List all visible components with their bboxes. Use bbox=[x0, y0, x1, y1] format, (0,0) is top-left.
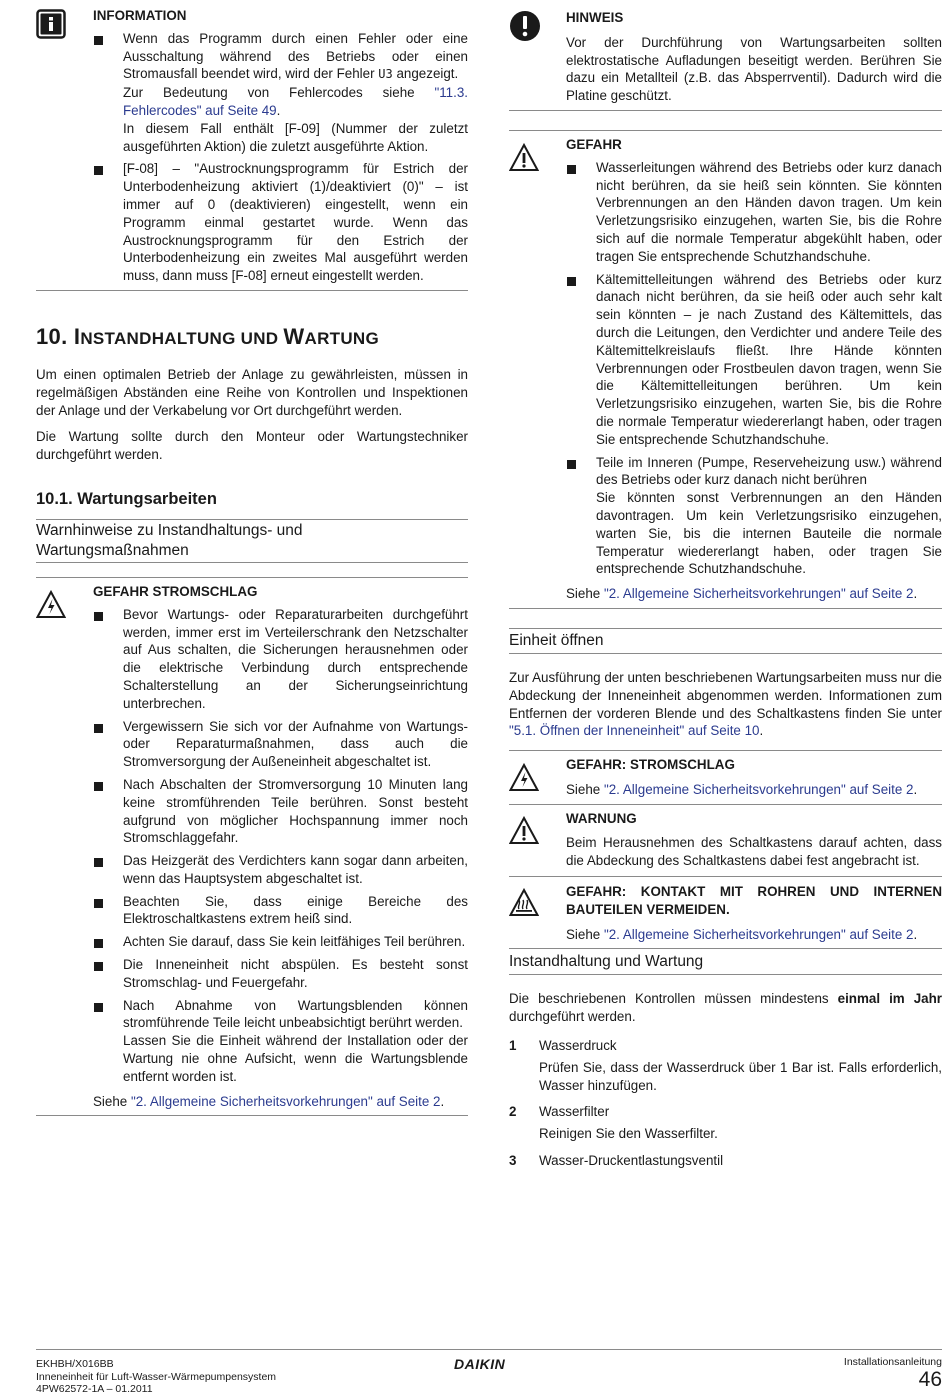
section-number: 10. bbox=[36, 323, 68, 349]
item-number: 2 bbox=[509, 1104, 517, 1120]
title-part: I bbox=[73, 323, 81, 349]
open-unit-link[interactable]: "5.1. Öffnen der Inneneinheit" auf Seite 10 bbox=[509, 723, 760, 739]
list-item: Nach Abschalten der Stromversorgung 10 Minuten lang keine stromführenden Teile berühren. Sonst besteht aufgrund von möglicher Hochspannung immer noch Stromschlaggefahr. bbox=[93, 776, 468, 847]
exclamation-icon bbox=[509, 10, 539, 40]
emphasis-text: einmal im Jahr bbox=[837, 991, 942, 1007]
danger-box bbox=[509, 136, 942, 603]
subsubsection-heading: Warnhinweise zu Instandhaltungs- und Wartungsmaßnahmen bbox=[36, 521, 303, 559]
info-paragraph: In diesem Fall enthält [F-09] (Nummer der zuletzt ausgeführten Aktion) die zuletzt ausgeführte Aktion. bbox=[123, 120, 468, 154]
open-unit-text bbox=[509, 669, 942, 740]
list-item bbox=[566, 454, 942, 579]
see-reference bbox=[566, 585, 942, 603]
warning-triangle-icon bbox=[509, 816, 539, 846]
divider bbox=[509, 876, 942, 877]
left-column bbox=[36, 0, 468, 1116]
list-item bbox=[509, 1152, 942, 1170]
divider bbox=[36, 577, 468, 578]
warning-content bbox=[566, 810, 942, 870]
footer-right bbox=[844, 1356, 942, 1391]
electric-shock-warning-icon bbox=[509, 763, 539, 793]
info-text: . bbox=[276, 102, 281, 118]
body-text: Zur Ausführung der unten beschriebenen Wartungsarbeiten muss nur die Abdeckung der Inneneinheit abgenommen werden. Informationen zum Entfernen der vorderen Blende und des Schaltkastens finden Sie unter bbox=[509, 669, 942, 721]
info-text: Wenn das Programm durch einen Fehler oder eine Ausschaltung während des Betriebs oder einen Stromausfall beendet wird, wird der Fehler bbox=[123, 30, 468, 82]
item-number: 1 bbox=[509, 1038, 517, 1054]
maintenance-heading: Instandhaltung und Wartung bbox=[509, 953, 704, 971]
see-reference bbox=[566, 781, 942, 799]
danger-title: GEFAHR bbox=[566, 136, 622, 152]
see-text: Siehe bbox=[566, 781, 604, 797]
item-title: Wasserfilter bbox=[539, 1104, 610, 1120]
see-text: . bbox=[913, 781, 918, 797]
list-item: Bevor Wartungs- oder Reparaturarbeiten durchgeführt werden, immer erst im Verteilerschrank den Netzschalter auf Aus schalten, die Sicherungen herausnehmen oder die elektrische Verbindung durch entsprechende Schalterstellung an der Sicherungseinrichtung unterbrechen. bbox=[93, 606, 468, 713]
see-reference bbox=[93, 1093, 468, 1111]
notice-box bbox=[509, 9, 942, 105]
error-code: U3 bbox=[378, 67, 393, 82]
see-text: . bbox=[913, 926, 918, 942]
warning-title: WARNUNG bbox=[566, 810, 637, 826]
error-codes-link[interactable]: "11.3. Fehlercodes" auf Seite 49 bbox=[123, 85, 468, 118]
warning-box bbox=[509, 810, 942, 870]
document-type: Installationsanleitung bbox=[843, 1356, 942, 1368]
section-heading bbox=[36, 323, 468, 353]
brand-logo: DAIKIN bbox=[454, 1356, 506, 1372]
notice-title: HINWEIS bbox=[566, 10, 624, 25]
safety-link[interactable]: "2. Allgemeine Sicherheitsvorkehrungen" auf Seite 2 bbox=[603, 926, 914, 942]
open-unit-heading: Einheit öffnen bbox=[509, 631, 604, 649]
item-description: Reinigen Sie den Wasserfilter. bbox=[539, 1126, 718, 1142]
danger-content bbox=[566, 136, 942, 603]
danger-electric-title: GEFAHR: STROMSCHLAG bbox=[566, 757, 735, 773]
divider bbox=[509, 750, 942, 751]
document-number: 4PW62572-1A – 01.2011 bbox=[36, 1383, 153, 1395]
divider bbox=[509, 628, 942, 629]
right-column bbox=[509, 0, 942, 1179]
notice-content bbox=[566, 9, 942, 105]
danger-shock-box bbox=[36, 583, 468, 1111]
safety-link[interactable]: "2. Allgemeine Sicherheitsvorkehrungen" auf Seite 2 bbox=[603, 781, 914, 797]
page-footer bbox=[36, 1349, 942, 1395]
list-item bbox=[93, 30, 468, 156]
body-text: . bbox=[759, 723, 764, 739]
intro-paragraph: Die Wartung sollte durch den Monteur oder Wartungstechniker durchgeführt werden. bbox=[36, 429, 468, 463]
divider bbox=[509, 974, 942, 975]
danger-electric-content bbox=[566, 756, 942, 799]
maintenance-text bbox=[509, 990, 942, 1026]
product-name: Inneneinheit für Luft-Wasser-Wärmepumpensystem bbox=[36, 1370, 277, 1383]
item-title: Wasserdruck bbox=[539, 1038, 617, 1054]
list-item: Die Inneneinheit nicht abspülen. Es besteht sonst Stromschlag- und Feuergefahr. bbox=[93, 956, 468, 992]
list-item: Das Heizgerät des Verdichters kann sogar dann arbeiten, wenn das Hauptsystem abgeschaltet ist. bbox=[93, 852, 468, 888]
see-reference bbox=[566, 926, 942, 944]
item-paragraph: Nach Abnahme von Wartungsblenden können stromführende Teile leicht unbeabsichtigt berührt werden. bbox=[123, 997, 468, 1031]
item-paragraph: Sie könnten sonst Verbrennungen an den Händen davontragen. Um kein Verletzungsrisiko einzugehen, warten Sie, bis die internen Bauteile die normale Temperatur wiedererlangt haben, oder tragen Sie entsprechende Schutzhandschuhe. bbox=[596, 490, 942, 577]
item-title: Wasser-Druckentlastungsventil bbox=[539, 1153, 724, 1169]
footer-divider bbox=[36, 1349, 942, 1350]
hot-surface-warning-icon bbox=[509, 888, 539, 918]
subsection-heading: 10.1. Wartungsarbeiten bbox=[36, 489, 217, 508]
list-item bbox=[93, 997, 468, 1086]
item-paragraph: Lassen Sie die Einheit während der Installation oder der Wartung nie ohne Aufsicht, wenn die Wartungsblende entfernt worden ist. bbox=[123, 1033, 468, 1084]
section-title bbox=[74, 324, 379, 349]
divider bbox=[509, 130, 942, 131]
item-paragraph: Teile im Inneren (Pumpe, Reserveheizung usw.) während des Betriebs oder kurz danach nicht berühren bbox=[596, 454, 942, 488]
info-paragraph: [F-08] – "Austrocknungsprogramm für Estrich der Unterbodenheizung aktiviert (1)/deaktiviert (0)" – ist immer auf 0 (deaktivieren) eingestellt, wenn ein Programm einmal gestartet wurde. Wenn das Austrocknungsprogramm für den Estrich der Unterbodenheizung ein zweites Mal ausgeführt werden muss, dann muss [F-08] erneut eingestellt werden. bbox=[123, 161, 468, 284]
see-text: Siehe bbox=[566, 586, 604, 602]
list-item: Kältemittelleitungen während des Betriebs oder kurz danach nicht berühren, da sie heiß oder auch sehr kalt sein könnten – je nach Zustand des Kältemittels, das durch die Leitungen, den Verdichter und andere Teile des Kältemittelkreislaufs fließt. Ihre Hände könnten Verbrennungen oder Frostbeulen davon tragen, wenn Sie die Kältemittelleitungen berühren. Um kein Verletzungsrisiko einzugehen, warten Sie, bis die Rohre die normale Temperatur wiedererlangt haben, oder tragen Sie entsprechende Schutzhandschuhe. bbox=[566, 271, 942, 449]
footer-left bbox=[36, 1358, 276, 1396]
list-item bbox=[509, 1037, 942, 1094]
info-paragraph bbox=[123, 30, 468, 84]
model-number: EKHBH/X016BB bbox=[36, 1358, 114, 1370]
danger-shock-list bbox=[93, 606, 468, 1086]
divider bbox=[36, 519, 468, 520]
information-list bbox=[93, 30, 468, 285]
warning-triangle-icon bbox=[509, 143, 539, 173]
list-item: Vergewissern Sie sich vor der Aufnahme von Wartungs- oder Reparaturmaßnahmen, dass auch die Stromversorgung der Außeneinheit abgeschaltet ist. bbox=[93, 718, 468, 771]
divider bbox=[509, 608, 942, 609]
electric-shock-warning-icon bbox=[36, 590, 66, 620]
body-text: durchgeführt werden. bbox=[509, 1009, 636, 1025]
body-text: Die beschriebenen Kontrollen müssen mindestens bbox=[509, 991, 838, 1007]
divider bbox=[509, 110, 942, 111]
info-text: Zur Bedeutung von Fehlercodes siehe bbox=[123, 85, 435, 101]
see-text: Siehe bbox=[93, 1093, 131, 1109]
danger-shock-content bbox=[93, 583, 468, 1111]
notice-text: Vor der Durchführung von Wartungsarbeiten sollten elektrostatische Aufladungen beseitigt werden. Berühren Sie dazu ein Metallteil (z.B. das Absperrventil). Dadurch wird die Platine geschützt. bbox=[566, 34, 942, 104]
divider bbox=[36, 562, 468, 563]
title-part: ARTUNG bbox=[304, 328, 380, 348]
info-text: angezeigt. bbox=[392, 66, 459, 82]
item-description: Prüfen Sie, dass der Wasserdruck über 1 Bar ist. Falls erforderlich, Wasser hinzufügen. bbox=[539, 1059, 942, 1093]
intro-paragraph: Um einen optimalen Betrieb der Anlage zu gewährleisten, müssen in regelmäßigen Abständen eine Reihe von Kontrollen und Inspektionen der Anlage und der Verkabelung vor Ort durchgeführt werden. bbox=[36, 366, 468, 418]
divider bbox=[509, 948, 942, 949]
title-part: W bbox=[283, 323, 305, 349]
list-item: Wasserleitungen während des Betriebs oder kurz danach nicht berühren, da sie heiß sein könnten. Sie könnten Verbrennungen an den Händen davon tragen. Um kein Verletzungsrisiko einzugehen, warten Sie, bis die Rohre sich auf die normale Temperatur abgekühlt haben, oder tragen Sie entsprechende Schutzhandschuhe. bbox=[566, 159, 942, 266]
divider bbox=[36, 1115, 468, 1116]
danger-shock-title: GEFAHR STROMSCHLAG bbox=[93, 583, 258, 599]
information-title: INFORMATION bbox=[93, 8, 187, 23]
warning-text: Beim Herausnehmen des Schaltkastens darauf achten, dass die Abdeckung des Schaltkastens dabei fest angebracht ist. bbox=[566, 835, 942, 869]
list-item: Achten Sie darauf, dass Sie kein leitfähiges Teil berühren. bbox=[93, 933, 468, 951]
divider bbox=[509, 804, 942, 805]
list-item bbox=[93, 160, 468, 285]
information-content bbox=[93, 7, 468, 285]
item-number: 3 bbox=[509, 1153, 517, 1169]
info-paragraph bbox=[123, 84, 468, 120]
see-text: . bbox=[913, 586, 918, 602]
safety-link[interactable]: "2. Allgemeine Sicherheitsvorkehrungen" auf Seite 2 bbox=[130, 1093, 441, 1109]
divider bbox=[509, 653, 942, 654]
danger-list bbox=[566, 159, 942, 578]
safety-link[interactable]: "2. Allgemeine Sicherheitsvorkehrungen" auf Seite 2 bbox=[603, 586, 914, 602]
divider bbox=[36, 290, 468, 291]
list-item: Beachten Sie, dass einige Bereiche des Elektroschaltkastens extrem heiß sind. bbox=[93, 893, 468, 929]
danger-electric-box bbox=[509, 756, 942, 799]
danger-hot-surface-title: GEFAHR: KONTAKT MIT ROHREN UND INTERNEN BAUTEILEN VERMEIDEN. bbox=[566, 884, 942, 917]
list-item bbox=[509, 1103, 942, 1143]
page-number: 46 bbox=[918, 1367, 942, 1391]
maintenance-checklist bbox=[509, 1037, 942, 1170]
information-box bbox=[36, 7, 468, 285]
see-text: . bbox=[440, 1093, 445, 1109]
see-text: Siehe bbox=[566, 926, 604, 942]
danger-hot-surface-content bbox=[566, 883, 942, 943]
danger-hot-surface-box bbox=[509, 883, 942, 943]
information-icon bbox=[36, 9, 66, 39]
title-part: NSTANDHALTUNG UND bbox=[80, 328, 284, 348]
